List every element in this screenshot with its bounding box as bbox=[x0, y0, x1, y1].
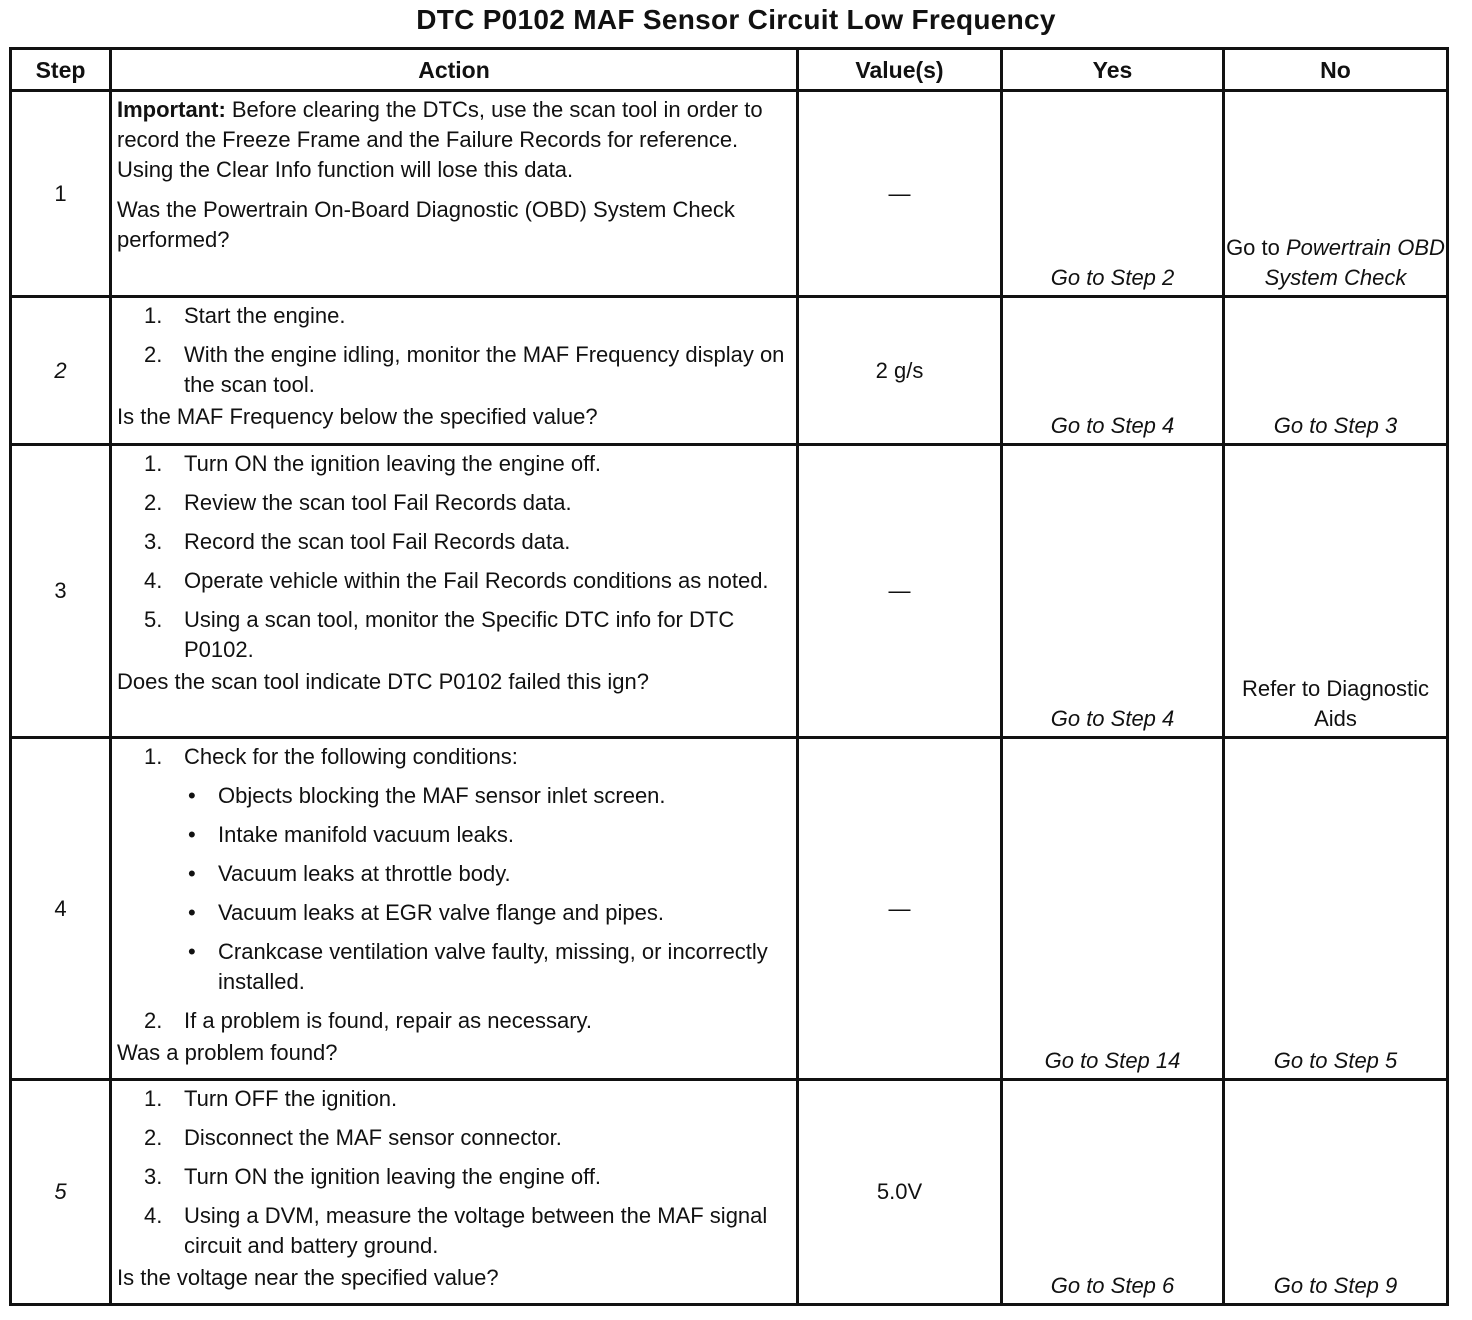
list-item bbox=[144, 301, 790, 331]
value-cell: — bbox=[798, 738, 1002, 1080]
bullet-text: Crankcase ventilation valve faulty, missing, or incorrectly installed. bbox=[218, 939, 768, 994]
yes-link[interactable]: Go to Step 4 bbox=[1002, 297, 1224, 445]
list-item bbox=[144, 566, 790, 596]
item-text: Turn OFF the ignition. bbox=[184, 1086, 398, 1111]
step-question: Was a problem found? bbox=[117, 1040, 338, 1065]
yes-link[interactable]: Go to Step 2 bbox=[1002, 91, 1224, 297]
item-text: Using a scan tool, monitor the Specific DTC info for DTC P0102. bbox=[184, 607, 735, 662]
item-number: 2. bbox=[144, 1125, 163, 1150]
action-cell bbox=[111, 445, 798, 738]
no-prefix: Go to bbox=[1226, 235, 1286, 260]
list-item bbox=[144, 1084, 790, 1114]
no-link[interactable] bbox=[1224, 91, 1448, 297]
item-number: 4. bbox=[144, 568, 163, 593]
action-cell bbox=[111, 91, 798, 297]
item-number: 5. bbox=[144, 607, 163, 632]
step-number: 5 bbox=[11, 1080, 111, 1305]
bullet-item bbox=[184, 859, 790, 889]
important-label: Important: bbox=[117, 97, 226, 122]
table-row bbox=[11, 445, 1448, 738]
item-text: Review the scan tool Fail Records data. bbox=[184, 490, 572, 515]
no-link[interactable]: Go to Step 5 bbox=[1224, 738, 1448, 1080]
list-item bbox=[144, 742, 790, 997]
bullet-item bbox=[184, 937, 790, 997]
action-steps bbox=[117, 449, 790, 665]
action-steps bbox=[117, 742, 790, 1036]
item-text: Using a DVM, measure the voltage between the MAF signal circuit and battery ground. bbox=[184, 1203, 768, 1258]
bullet-text: Vacuum leaks at throttle body. bbox=[218, 861, 511, 886]
value-cell: 5.0V bbox=[798, 1080, 1002, 1305]
item-number: 1. bbox=[144, 303, 163, 328]
value-cell: — bbox=[798, 445, 1002, 738]
step-number: 3 bbox=[11, 445, 111, 738]
bullet-item bbox=[184, 820, 790, 850]
bullet-item bbox=[184, 781, 790, 811]
list-item bbox=[144, 527, 790, 557]
header-step: Step bbox=[11, 49, 111, 91]
item-text: Disconnect the MAF sensor connector. bbox=[184, 1125, 562, 1150]
item-text: Check for the following conditions: bbox=[184, 744, 518, 769]
yes-link[interactable]: Go to Step 14 bbox=[1002, 738, 1224, 1080]
item-text: With the engine idling, monitor the MAF Frequency display on the scan tool. bbox=[184, 342, 785, 397]
list-item bbox=[144, 1162, 790, 1192]
bullet-icon: • bbox=[188, 939, 196, 964]
value-cell: 2 g/s bbox=[798, 297, 1002, 445]
item-text: Operate vehicle within the Fail Records conditions as noted. bbox=[184, 568, 769, 593]
step-question: Does the scan tool indicate DTC P0102 failed this ign? bbox=[117, 669, 649, 694]
action-cell bbox=[111, 738, 798, 1080]
important-text: Before clearing the DTCs, use the scan tool in order to record the Freeze Frame and the Failure Records for reference. Using the Clear Info function will lose this data. bbox=[117, 97, 763, 182]
step-number: 4 bbox=[11, 738, 111, 1080]
list-item bbox=[144, 1201, 790, 1261]
item-number: 4. bbox=[144, 1203, 163, 1228]
item-number: 2. bbox=[144, 342, 163, 367]
bullet-icon: • bbox=[188, 900, 196, 925]
item-number: 2. bbox=[144, 1008, 163, 1033]
item-number: 3. bbox=[144, 529, 163, 554]
item-number: 1. bbox=[144, 1086, 163, 1111]
bullet-icon: • bbox=[188, 861, 196, 886]
bullet-icon: • bbox=[188, 822, 196, 847]
diagnostic-table bbox=[9, 47, 1449, 1306]
table-row bbox=[11, 738, 1448, 1080]
action-steps bbox=[117, 301, 790, 400]
bullet-text: Objects blocking the MAF sensor inlet screen. bbox=[218, 783, 666, 808]
header-yes: Yes bbox=[1002, 49, 1224, 91]
header-values: Value(s) bbox=[798, 49, 1002, 91]
header-row bbox=[11, 49, 1448, 91]
bullet-text: Intake manifold vacuum leaks. bbox=[218, 822, 514, 847]
table-row bbox=[11, 297, 1448, 445]
yes-link[interactable]: Go to Step 6 bbox=[1002, 1080, 1224, 1305]
table-row bbox=[11, 91, 1448, 297]
item-number: 1. bbox=[144, 744, 163, 769]
no-link[interactable]: Go to Step 9 bbox=[1224, 1080, 1448, 1305]
bullet-icon: • bbox=[188, 783, 196, 808]
header-no: No bbox=[1224, 49, 1448, 91]
list-item bbox=[144, 605, 790, 665]
no-link-text[interactable]: Powertrain OBD System Check bbox=[1264, 235, 1445, 290]
bullet-item bbox=[184, 898, 790, 928]
important-note bbox=[117, 95, 790, 185]
list-item bbox=[144, 488, 790, 518]
step-question: Is the voltage near the specified value? bbox=[117, 1265, 499, 1290]
action-cell bbox=[111, 297, 798, 445]
step-question: Was the Powertrain On-Board Diagnostic (OBD) System Check performed? bbox=[117, 197, 735, 252]
item-number: 2. bbox=[144, 490, 163, 515]
value-cell: — bbox=[798, 91, 1002, 297]
yes-link[interactable]: Go to Step 4 bbox=[1002, 445, 1224, 738]
page-title: DTC P0102 MAF Sensor Circuit Low Frequency bbox=[416, 4, 1056, 35]
item-text: Turn ON the ignition leaving the engine off. bbox=[184, 1164, 602, 1189]
item-text: If a problem is found, repair as necessary. bbox=[184, 1008, 593, 1033]
item-number: 1. bbox=[144, 451, 163, 476]
item-text: Start the engine. bbox=[184, 303, 346, 328]
list-item bbox=[144, 340, 790, 400]
step-number: 2 bbox=[11, 297, 111, 445]
condition-list bbox=[184, 781, 790, 997]
list-item bbox=[144, 1006, 790, 1036]
no-link[interactable]: Go to Step 3 bbox=[1224, 297, 1448, 445]
list-item bbox=[144, 449, 790, 479]
header-action: Action bbox=[111, 49, 798, 91]
step-question: Is the MAF Frequency below the specified value? bbox=[117, 404, 598, 429]
step-number: 1 bbox=[11, 91, 111, 297]
no-link[interactable]: Refer to Diagnostic Aids bbox=[1224, 445, 1448, 738]
table-row bbox=[11, 1080, 1448, 1305]
item-text: Turn ON the ignition leaving the engine off. bbox=[184, 451, 602, 476]
action-steps bbox=[117, 1084, 790, 1261]
item-number: 3. bbox=[144, 1164, 163, 1189]
item-text: Record the scan tool Fail Records data. bbox=[184, 529, 571, 554]
action-cell bbox=[111, 1080, 798, 1305]
bullet-text: Vacuum leaks at EGR valve flange and pipes. bbox=[218, 900, 664, 925]
list-item bbox=[144, 1123, 790, 1153]
